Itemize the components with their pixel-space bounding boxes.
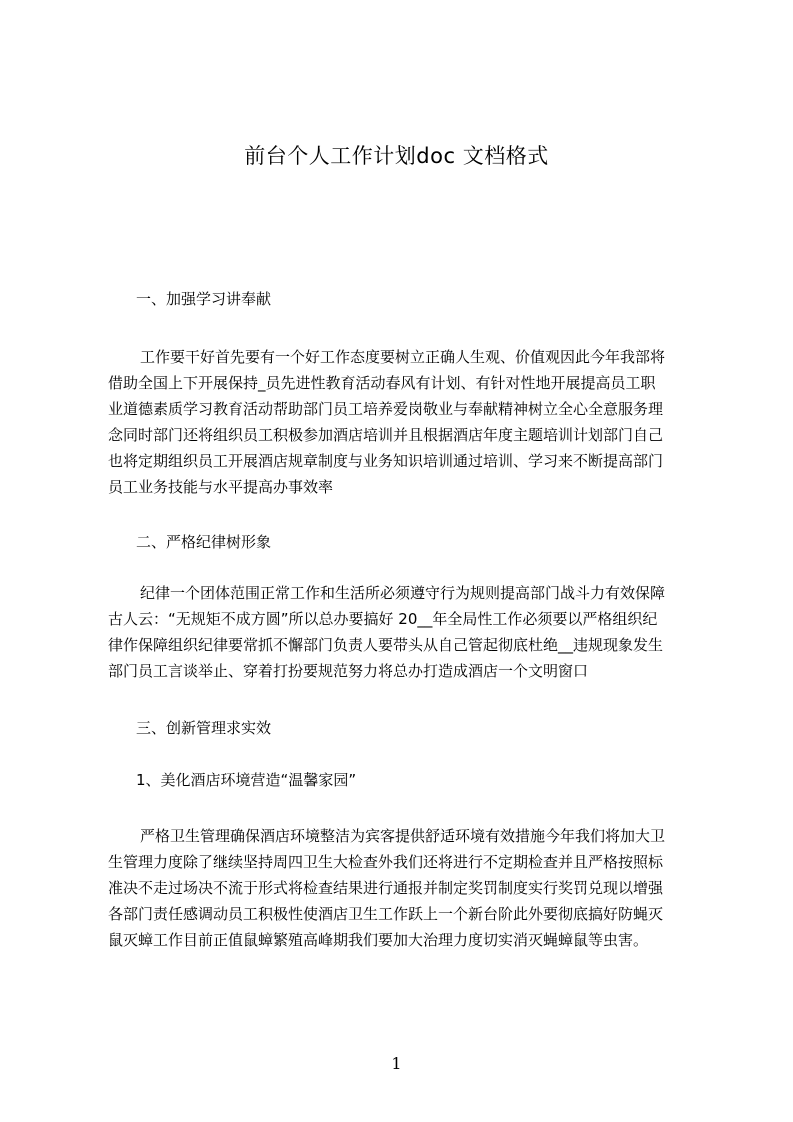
paragraph-line: 鼠灭蟑工作目前正值鼠蟑繁殖高峰期我们要加大治理力度切实消灭蝇蟑鼠等虫害。 (108, 931, 649, 949)
paragraph-line: 业道德素质学习教育活动帮助部门员工培养爱岗敬业与奉献精神树立全心全意服务理 (108, 400, 664, 418)
paragraph-line: 念同时部门还将组织员工积极参加酒店培训并且根据酒店年度主题培训计划部门自己 (108, 426, 664, 444)
paragraph-line: 员工业务技能与水平提高办事效率 (108, 478, 334, 496)
paragraph-line: 生管理力度除了继续坚持周四卫生大检查外我们还将进行不定期检查并且严格按照标 (108, 853, 664, 871)
paragraph-line: 部门员工言谈举止、穿着打扮要规范努力将总办打造成酒店一个文明窗口 (108, 662, 589, 680)
paragraph-line: 律作保障组织纪律要常抓不懈部门负责人要带头从自己管起彻底杜绝__违规现象发生 (108, 636, 664, 654)
paragraph-line: 严格卫生管理确保酒店环境整洁为宾客提供舒适环境有效措施今年我们将加大卫 (140, 827, 666, 845)
paragraph-line: 古人云：“无规矩不成方圆”所以总办要搞好 20__年全局性工作必须要以严格组织纪 (108, 610, 658, 628)
paragraph-line: 工作要干好首先要有一个好工作态度要树立正确人生观、价值观因此今年我部将 (140, 348, 666, 366)
paragraph-line: 也将定期组织员工开展酒店规章制度与业务知识培训通过培训、学习来不断提高部门 (108, 452, 664, 470)
section-heading-1: 一、加强学习讲奉献 (136, 290, 272, 308)
page-number: 1 (391, 1054, 402, 1073)
section-heading-3: 三、创新管理求实效 (136, 719, 272, 737)
paragraph-line: 纪律一个团体范围正常工作和生活所必须遵守行为规则提高部门战斗力有效保障 (140, 584, 666, 602)
document-title: 前台个人工作计划doc 文档格式 (244, 144, 549, 168)
paragraph-line: 借助全国上下开展保持_员先进性教育活动春风有计划、有针对性地开展提高员工职 (108, 374, 656, 392)
subsection-heading-1: 1、美化酒店环境营造“温馨家园” (136, 771, 357, 789)
paragraph-line: 各部门责任感调动员工积极性使酒店卫生工作跃上一个新台阶此外要彻底搞好防蝇灭 (108, 905, 664, 923)
section-heading-2: 二、严格纪律树形象 (136, 533, 272, 551)
paragraph-line: 准决不走过场决不流于形式将检查结果进行通报并制定奖罚制度实行奖罚兑现以增强 (108, 879, 664, 897)
